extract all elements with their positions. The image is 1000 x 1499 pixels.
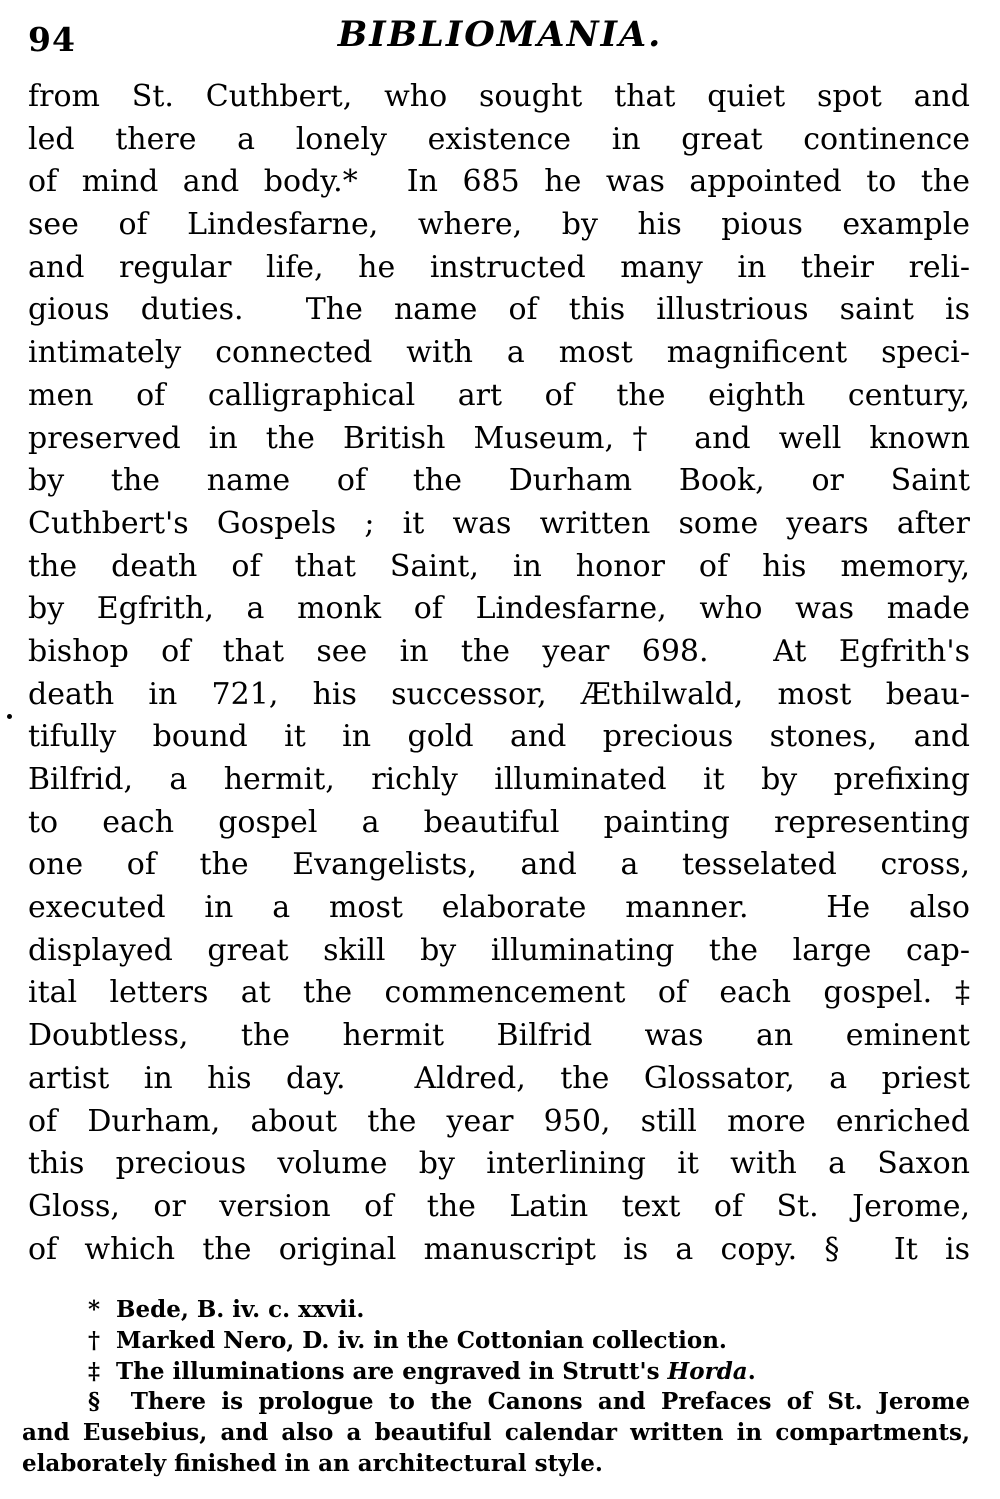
body-line: death in 721, his successor, Æthilwald, most beau- [28,676,970,712]
body-line: one of the Evangelists, and a tesselated cross, [28,847,970,883]
footnote-line [22,1418,970,1449]
body-line: see of Lindesfarne, where, by his pious example [28,207,970,243]
footnote-text: § There is prologue to the Canons and Prefaces of St. Jerome [88,1388,970,1416]
body-line: led there a lonely existence in great continence [28,121,970,157]
body-line: the death of that Saint, in honor of his memory, [28,548,970,584]
body-line: Cuthbert's Gospels ; it was written some years after [28,505,970,541]
footnote-line [22,1326,970,1357]
body-line: of which the original manuscript is a copy. § It is [28,1231,970,1267]
footnote-line [22,1357,970,1388]
body-text [28,76,970,1271]
footnote-text: * Bede, B. iv. c. xxvii. [88,1296,365,1323]
body-line: by the name of the Durham Book, or Saint [28,463,970,499]
footnote-line [22,1295,970,1326]
body-line: executed in a most elaborate manner. He also [28,890,970,926]
body-line: Doubtless, the hermit Bilfrid was an eminent [28,1018,970,1054]
footnote-text: . [747,1357,756,1385]
body-line: ital letters at the commencement of each gospel.‡ [28,975,970,1011]
body-line: from St. Cuthbert, who sought that quiet spot and [28,79,970,114]
body-line: tifully bound it in gold and precious stones, and [28,719,970,755]
page-header [0,0,1000,76]
body-line: of Durham, about the year 950, still more enriched [28,1103,970,1139]
body-line: to each gospel a beautiful painting representing [28,804,970,840]
body-line: artist in his day. Aldred, the Glossator, a priest [28,1060,970,1096]
footnote-line [22,1449,970,1480]
footnote-text: † Marked Nero, D. iv. in the Cottonian collection. [88,1326,727,1354]
footnotes [22,1295,970,1480]
running-title: BIBLIOMANIA. [337,14,663,55]
body-line: Gloss, or version of the Latin text of St. Jerome, [28,1188,970,1224]
body-line: gious duties. The name of this illustrious saint is [28,292,970,328]
body-line: displayed great skill by illuminating the large cap- [28,932,970,968]
body-line: this precious volume by interlining it with a Saxon [28,1146,970,1182]
footnote-text: ‡ The illuminations are engraved in Strutt's [88,1357,668,1385]
footnote-line [22,1387,970,1418]
body-line: bishop of that see in the year 698. At Egfrith's [28,633,970,669]
body-line: preserved in the British Museum,† and well known [28,420,970,456]
footnote-text: elaborately finished in an architectural style. [22,1449,603,1477]
body-line: men of calligraphical art of the eighth century, [28,377,970,413]
body-line: by Egfrith, a monk of Lindesfarne, who was made [28,591,970,627]
footnote-text: and Eusebius, and also a beautiful calendar written in compartments, [22,1419,970,1447]
body-line: intimately connected with a most magnificent speci- [28,335,970,371]
body-line: and regular life, he instructed many in their reli- [28,249,970,285]
page-number: 94 [28,20,76,59]
italic-text: Horda [667,1357,748,1385]
body-line: of mind and body.* In 685 he was appointed to the [28,164,970,200]
scan-speck [7,714,12,719]
body-line: Bilfrid, a hermit, richly illuminated it by prefixing [28,762,970,797]
